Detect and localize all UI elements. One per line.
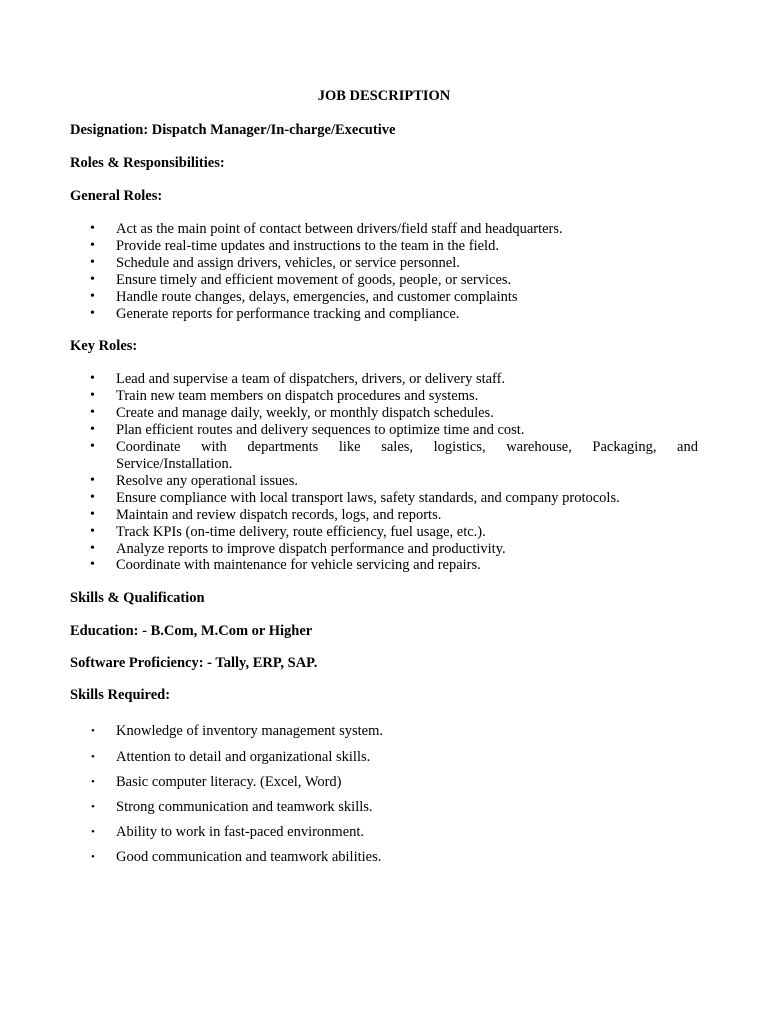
bullet-icon: • xyxy=(90,472,95,488)
bullet-icon: • xyxy=(90,405,95,421)
skills-required-list xyxy=(70,723,698,866)
bullet-icon: • xyxy=(90,271,95,287)
general-roles-heading: General Roles: xyxy=(70,188,163,204)
software-proficiency: Software Proficiency: - Tally, ERP, SAP. xyxy=(70,655,318,672)
document-title: JOB DESCRIPTION xyxy=(317,88,451,104)
list-item: • Lead and supervise a team of dispatchers, drivers, or delivery staff. xyxy=(90,371,506,388)
bullet-icon: • xyxy=(90,305,95,321)
list-item: • Ensure compliance with local transport laws, safety standards, and company protocols. xyxy=(90,489,620,506)
bullet-icon: • xyxy=(90,254,95,270)
bullet-icon: • xyxy=(90,388,95,404)
bullet-icon: • xyxy=(90,221,95,236)
list-item: • Train new team members on dispatch procedures and systems. xyxy=(90,388,479,405)
bullet-icon: • xyxy=(91,851,95,864)
list-item: • Maintain and review dispatch records, logs, and reports. xyxy=(90,506,442,523)
list-item: • Plan efficient routes and delivery sequences to optimize time and cost. xyxy=(90,422,525,439)
list-item: • Coordinate with maintenance for vehicle servicing and repairs. xyxy=(90,557,481,574)
bullet-icon: • xyxy=(90,540,95,556)
key-roles-heading: Key Roles: xyxy=(70,338,138,355)
key-roles-list xyxy=(70,371,698,574)
skills-required-heading: Skills Required: xyxy=(70,687,171,704)
list-item: • Knowledge of inventory management system. xyxy=(91,723,383,740)
bullet-icon: • xyxy=(90,237,95,253)
list-item: • Resolve any operational issues. xyxy=(90,472,299,489)
list-item: • Analyze reports to improve dispatch performance and productivity. xyxy=(90,540,506,557)
list-item: • Provide real-time updates and instructions to the team in the field. xyxy=(90,237,499,254)
bullet-icon: • xyxy=(90,371,95,387)
list-item: • Create and manage daily, weekly, or monthly dispatch schedules. xyxy=(90,405,494,422)
roles-heading: Roles & Responsibilities: xyxy=(70,155,225,171)
list-item: • Attention to detail and organizational skills. xyxy=(91,748,371,765)
list-item: • Basic computer literacy. (Excel, Word) xyxy=(91,773,342,790)
education: Education: - B.Com, M.Com or Higher xyxy=(70,623,313,640)
bullet-icon: • xyxy=(90,439,95,455)
bullet-icon: • xyxy=(90,557,95,573)
list-item: • Track KPIs (on-time delivery, route efficiency, fuel usage, etc.). xyxy=(90,523,486,540)
skills-heading: Skills & Qualification xyxy=(70,590,205,607)
list-item: • Handle route changes, delays, emergencies, and customer complaints xyxy=(90,288,518,305)
list-item: • Good communication and teamwork abilities. xyxy=(91,849,382,866)
bullet-icon: • xyxy=(90,422,95,438)
list-item: • Ability to work in fast-paced environment. xyxy=(91,824,365,841)
bullet-icon: • xyxy=(90,506,95,522)
bullet-icon: • xyxy=(91,725,95,738)
list-item: • Act as the main point of contact between drivers/field staff and headquarters. xyxy=(90,221,563,237)
bullet-icon: • xyxy=(91,800,95,813)
list-item: • Schedule and assign drivers, vehicles, or service personnel. xyxy=(90,254,460,271)
bullet-icon: • xyxy=(90,288,95,304)
list-item: • Strong communication and teamwork skills. xyxy=(91,798,373,815)
bullet-icon: • xyxy=(91,750,95,763)
bullet-icon: • xyxy=(91,775,95,788)
bullet-icon: • xyxy=(90,523,95,539)
general-roles-list xyxy=(70,221,698,322)
list-item: • Ensure timely and efficient movement of goods, people, or services. xyxy=(90,271,512,288)
bullet-icon: • xyxy=(91,826,95,839)
designation: Designation: Dispatch Manager/In-charge/Executive xyxy=(70,122,396,138)
list-item: • Generate reports for performance tracking and compliance. xyxy=(90,305,460,322)
list-item: • Coordinate with departments like sales, logistics, warehouse, Packaging, and Service/Installation. xyxy=(90,439,698,472)
bullet-icon: • xyxy=(90,489,95,505)
